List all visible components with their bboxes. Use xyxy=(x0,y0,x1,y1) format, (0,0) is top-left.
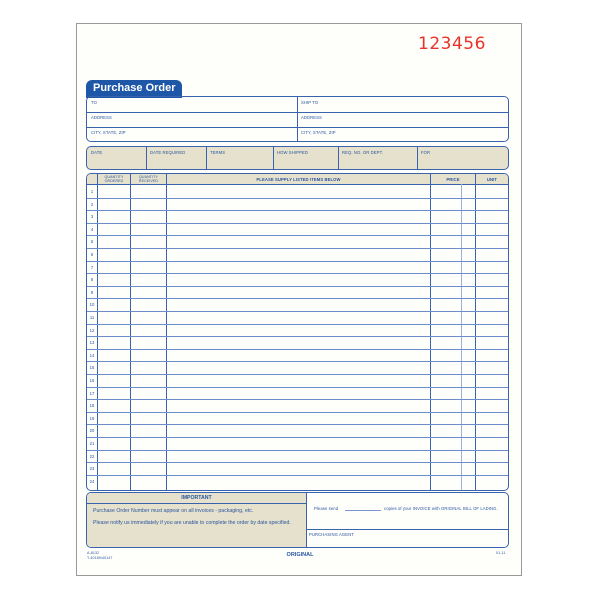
important-line-2: Please notify us immediately if you are unable to complete the order by date specified. xyxy=(93,520,291,526)
qty-ordered-header: QUANTITY ORDERED xyxy=(104,175,124,183)
city-state-zip-label: CITY, STATE, ZIP xyxy=(91,130,126,135)
row-number: 13 xyxy=(89,340,95,346)
terms-label: TERMS xyxy=(210,150,226,155)
table-row-divider xyxy=(87,261,508,262)
description-header: PLEASE SUPPLY LISTED ITEMS BELOW xyxy=(256,177,341,182)
row-number: 14 xyxy=(89,352,95,358)
table-row-divider xyxy=(87,198,508,199)
send-copies-prefix: Please send xyxy=(314,506,339,511)
row-number: 8 xyxy=(90,277,94,283)
row-number: 16 xyxy=(89,378,95,383)
form-code-2: T-40169/40147 xyxy=(87,556,113,560)
important-heading: IMPORTANT xyxy=(181,495,212,501)
copies-blank xyxy=(345,510,381,511)
row-number: 22 xyxy=(89,453,95,459)
row-number: 23 xyxy=(89,466,95,472)
qty-received-header: QUANTITY RECEIVED xyxy=(138,175,159,183)
table-row-divider xyxy=(87,311,508,312)
items-table xyxy=(86,173,509,491)
form-code-right: 01-11 xyxy=(496,551,506,555)
row-number: 7 xyxy=(90,264,94,270)
row-number: 12 xyxy=(89,327,95,333)
serial-number: 123456 xyxy=(418,34,486,54)
send-copies-suffix: copies of your INVOICE with ORIGINAL BILL OF LADING. xyxy=(384,506,498,511)
row-number: 18 xyxy=(89,403,95,409)
table-row-divider xyxy=(87,235,508,236)
table-row-divider xyxy=(87,298,508,299)
table-row-divider xyxy=(87,399,508,400)
table-row-divider xyxy=(87,437,508,438)
how-shipped-label: HOW SHIPPED xyxy=(277,150,308,155)
table-row-divider xyxy=(87,286,508,287)
table-row-divider xyxy=(87,387,508,388)
row-number: 4 xyxy=(90,226,94,232)
price-header: PRICE xyxy=(446,177,460,182)
row-number: 21 xyxy=(89,441,95,446)
table-row-divider xyxy=(87,424,508,425)
row-number: 17 xyxy=(89,390,95,396)
row-number: 2 xyxy=(90,201,94,207)
copy-label: ORIGINAL xyxy=(286,552,314,558)
important-line-1: Purchase Order Number must appear on all invoices - packaging, etc. xyxy=(93,508,254,514)
row-number: 19 xyxy=(89,415,95,421)
date-required-label: DATE REQUIRED xyxy=(150,150,186,155)
table-row-divider xyxy=(87,248,508,249)
purchasing-agent-label: PURCHASING AGENT xyxy=(309,532,354,537)
row-number: 9 xyxy=(90,289,94,295)
row-number: 6 xyxy=(90,252,94,257)
row-number: 5 xyxy=(90,239,94,245)
row-number: 15 xyxy=(89,365,95,371)
table-row-divider xyxy=(87,475,508,476)
ship-city-state-zip-label: CITY, STATE, ZIP xyxy=(301,130,336,135)
row-number: 10 xyxy=(89,302,95,308)
table-row-divider xyxy=(87,223,508,224)
address-label: ADDRESS xyxy=(91,115,112,120)
table-row-divider xyxy=(87,412,508,413)
row-number: 3 xyxy=(90,214,94,220)
table-row-divider xyxy=(87,349,508,350)
table-row-divider xyxy=(87,273,508,274)
table-row-divider xyxy=(87,462,508,463)
table-row-divider xyxy=(87,361,508,362)
address-block xyxy=(86,96,509,142)
row-number: 20 xyxy=(89,428,95,434)
for-label: FOR xyxy=(421,150,431,155)
form-code-1: A-8132 xyxy=(87,551,100,555)
row-number: 1 xyxy=(90,189,94,194)
table-row-divider xyxy=(87,210,508,211)
bottom-block xyxy=(86,492,509,548)
to-label: TO xyxy=(91,100,97,105)
table-row-divider xyxy=(87,450,508,451)
req-no-label: REQ. NO. OR DEPT. xyxy=(342,150,384,155)
date-label: DATE xyxy=(91,150,103,155)
table-row-divider xyxy=(87,324,508,325)
order-info-block xyxy=(86,146,509,170)
unit-header: UNIT xyxy=(486,177,498,182)
ship-address-label: ADDRESS xyxy=(301,115,322,120)
row-number: 11 xyxy=(89,315,95,320)
ship-to-label: SHIP TO xyxy=(301,100,319,105)
table-row-divider xyxy=(87,374,508,375)
form-title: Purchase Order xyxy=(93,82,176,94)
row-number: 24 xyxy=(89,478,95,484)
table-row-divider xyxy=(87,336,508,337)
